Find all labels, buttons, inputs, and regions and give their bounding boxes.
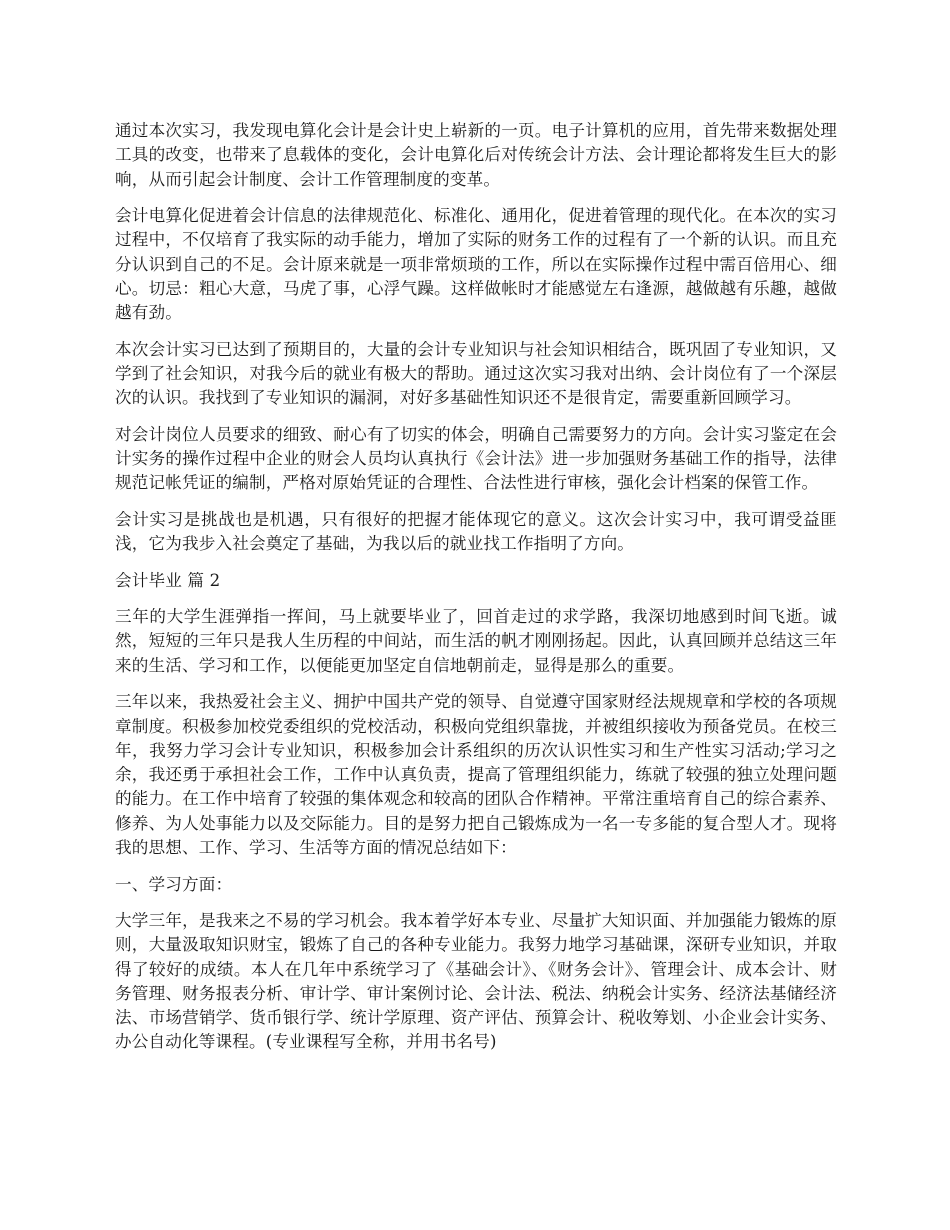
paragraph-6: 三年的大学生涯弹指一挥间，马上就要毕业了，回首走过的求学路，我深切地感到时间飞逝。诚然，短短的三年只是我人生历程的中间站，而生活的帆才刚刚扬起。因此，认真回顾并总结这三年来的生活、学习和工作，以便能更加坚定自信地朝前走，显得是那么的重要。 xyxy=(115,607,837,675)
paragraph-2: 会计电算化促进着会计信息的法律规范化、标准化、通用化，促进着管理的现代化。在本次的实习过程中，不仅培育了我实际的动手能力，增加了实际的财务工作的过程有了一个新的认识。而且充分认识到自己的不足。会计原来就是一项非常烦琐的工作，所以在实际操作过程中需百倍用心、细心。切忌：粗心大意，马虎了事，心浮气躁。这样做帐时才能感觉左右逢源，越做越有乐趣，越做越有劲。 xyxy=(115,206,837,323)
subsection-heading-study: 一、学习方面： xyxy=(115,874,233,894)
paragraph-7: 三年以来，我热爱社会主义、拥护中国共产党的领导、自觉遵守国家财经法规规章和学校的各项规章制度。积极参加校党委组织的党校活动，积极向党组织靠拢，并被组织接收为预备党员。在校三年，我努力学习会计专业知识，积极参加会计系组织的历次认识性实习和生产性实习活动;学习之余，我还勇于承担社会工作，工作中认真负责，提高了管理组织能力，练就了较强的独立处理问题的能力。在工作中培育了较强的集体观念和较高的团队合作精神。平常注重培育自己的综合素养、修养、为人处事能力以及交际能力。目的是努力把自己锻炼成为一名一专多能的复合型人才。现将我的思想、工作、学习、生活等方面的情况总结如下： xyxy=(115,692,837,858)
section-heading-2: 会计毕业 篇 2 xyxy=(115,570,221,590)
paragraph-8: 大学三年，是我来之不易的学习机会。我本着学好本专业、尽量扩大知识面、并加强能力锻炼的原则，大量汲取知识财宝，锻炼了自己的各种专业能力。我努力地学习基础课，深研专业知识，并取得了较好的成绩。本人在几年中系统学习了《基础会计》、《财务会计》、管理会计、成本会计、财务管理、财务报表分析、审计学、审计案例讨论、会计法、税法、纳税会计实务、经济法基储经济法、市场营销学、货币银行学、统计学原理、资产评估、预算会计、税收筹划、小企业会计实务、办公自动化等课程。(专业课程写全称，并用书名号) xyxy=(115,911,837,1052)
paragraph-1: 通过本次实习，我发现电算化会计是会计史上崭新的一页。电子计算机的应用，首先带来数据处理工具的改变，也带来了息载体的变化，会计电算化后对传统会计方法、会计理论都将发生巨大的影响，从而引起会计制度、会计工作管理制度的变革。 xyxy=(115,121,837,189)
paragraph-3: 本次会计实习已达到了预期目的，大量的会计专业知识与社会知识相结合，既巩固了专业知识，又学到了社会知识，对我今后的就业有极大的帮助。通过这次实习我对出纳、会计岗位有了一个深层次的认识。我找到了专业知识的漏洞，对好多基础性知识还不是很肯定，需要重新回顾学习。 xyxy=(115,339,837,408)
paragraph-5: 会计实习是挑战也是机遇，只有很好的把握才能体现它的意义。这次会计实习中，我可谓受益匪浅，它为我步入社会奠定了基础，为我以后的就业找工作指明了方向。 xyxy=(115,509,837,554)
document-body xyxy=(115,119,837,1067)
paragraph-4: 对会计岗位人员要求的细致、耐心有了切实的体会，明确自己需要努力的方向。会计实习鉴定在会计实务的操作过程中企业的财会人员均认真执行《会计法》进一步加强财务基础工作的指导，法律规范记帐凭证的编制，严格对原始凭证的合理性、合法性进行审核，强化会计档案的保管工作。 xyxy=(115,424,837,493)
